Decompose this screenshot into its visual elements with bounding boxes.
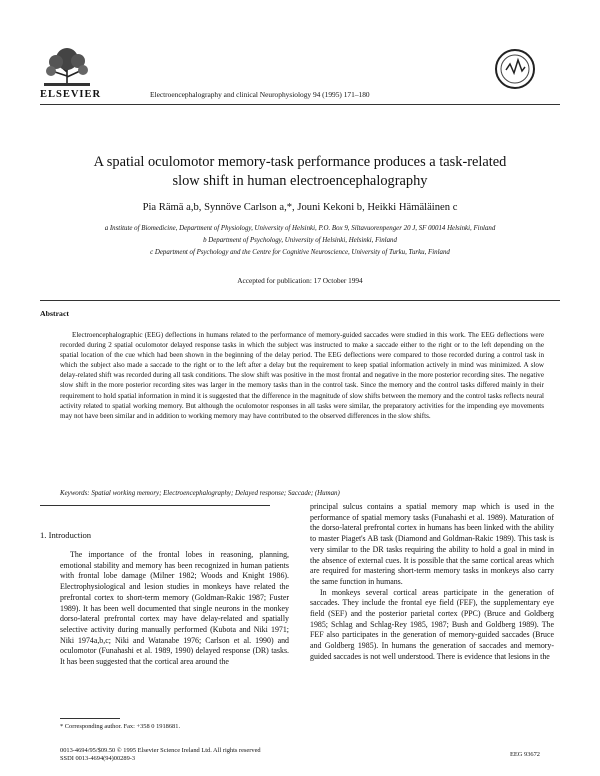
- journal-seal-icon: [494, 48, 536, 90]
- right-column-paragraph-2: In monkeys several cortical areas participate in the generation of saccades. They include the frontal eye field (FEF), the supplementary eye field (SEF) and the posterior parietal cortex (PPC) (Bruce and Goldberg 1985; Schlag and Schlag-Rey 1985, 1987; Bush and Goldberg 1989). The FEF also participates in the generation of memory-guided saccades (Bruce and Goldberg 1985). In humans the generation of saccades and memory-guided saccades is not well understood. There is evidence that lesions in the: [310, 587, 554, 661]
- elsevier-tree-logo: [38, 44, 96, 88]
- author-list: Pia Rämä a,b, Synnöve Carlson a,*, Jouni Kekoni b, Heikki Hämäläinen c: [142, 202, 458, 213]
- publisher-name: ELSEVIER: [40, 89, 102, 100]
- section-heading-introduction: 1. Introduction: [40, 530, 92, 540]
- left-column-text: The importance of the frontal lobes in reasoning, planning, emotional stability and memory has been recognized in human patients with frontal lobe damage (Milner 1982; Woods and Knight 1986). Electrophysiological and lesion studies in monkeys have related the prefrontal cortex to short-term memory (Goldman-Rakic 1987; Fuster 1989). It has been well documented that single neurons in the monkey dorso-lateral prefrontal cortex may have delay-related and spatially selective activity during manually performed (Kubota and Niki 1971; Niki 1974a,b,c; Niki and Watanabe 1976; Carlson et al. 1990) and oculomotor (Funahashi et al. 1989, 1990) delayed response (DR) tasks. It has been suggested that the cortical area around the: [60, 550, 289, 667]
- article-code: EEG 93672: [510, 751, 540, 758]
- affiliation-b: b Department of Psychology, University of Helsinki, Helsinki, Finland: [203, 237, 397, 244]
- issn-block: [60, 747, 261, 764]
- issn-line-1: 0013-4694/95/$09.50 © 1995 Elsevier Science Ireland Ltd. All rights reserved: [60, 747, 261, 754]
- footnote-rule: [60, 718, 120, 719]
- abstract-body: Electroencephalographic (EEG) deflections in humans related to the performance of memory-guided saccades were studied in this work. The EEG deflections were recorded during 2 spatial oculomotor delayed response tasks in which the subject was instructed to make a saccade either to the right or to the left depending on the spatial location of the cue which had been shown in the beginning of the delay period. The EEG deflections were compared to those recorded during a control task in which the subject also made a saccade to the right or to the left after a delay but the requirement to keep spatial information actively in mind was minimized. A slow delay-related shift was recorded during all task conditions. The slow shift was positive in the most frontal and negative in the more posterior recording sites. The negative slow shift in the more posterior recording sites was larger in the memory tasks than in the control task. Since the memory and the control tasks differed mainly in their requirement to hold spatial information in mind it is suggested that the difference in the magnitude of slow shifts between the memory and the control tasks reflects neural activity related to spatial working memory. But although the oculomotor responses in all tasks were similar, the preparatory activities for the impending eye movements may not have been similar and in addition to working memory may have contributed to the observed differences in the slow shifts.: [60, 331, 544, 420]
- right-column: [310, 502, 554, 663]
- header-rule: [40, 104, 560, 105]
- title-line-1: A spatial oculomotor memory-task performance produces a task-related: [93, 154, 507, 170]
- affiliation-c: c Department of Psychology and the Centre for Cognitive Neuroscience, University of Turku, Turku, Finland: [150, 249, 450, 256]
- abstract-top-rule: [40, 300, 560, 301]
- journal-citation: Electroencephalography and clinical Neurophysiology 94 (1995) 171–180: [150, 90, 370, 99]
- accepted-date: Accepted for publication: 17 October 1994: [237, 276, 363, 285]
- right-column-paragraph-1: principal sulcus contains a spatial memory map which is used in the performance of spatial memory tasks (Funahashi et al. 1989). Maturation of the dorso-lateral prefrontal cortex in humans has been linked with the ability to master Piaget's AB task (Diamond and Goldman-Rakic 1989). This task is very similar to the DR tasks requiring the ability to hold a goal in mind in the absence of external cues. It is possible that the same cortical areas which are required for mastering short-term memory tasks in monkeys also carry the same function in humans.: [310, 502, 554, 586]
- issn-line-2: SSDI 0013-4694(94)00289-3: [60, 755, 136, 763]
- abstract-heading: Abstract: [40, 309, 70, 318]
- keywords: Keywords: Spatial working memory; Electroencephalography; Delayed response; Saccade; (Human): [60, 490, 340, 497]
- article-title: [40, 153, 560, 191]
- corresponding-author-footnote: * Corresponding author. Fax: +358 0 1918681.: [60, 723, 181, 730]
- affiliation-a: a Institute of Biomedicine, Department of Physiology, University of Helsinki, P.O. Box 9, Siltavuorenpenger 20 J, SF 00014 Helsinki, Finland: [104, 225, 496, 232]
- abstract-bottom-rule: [40, 505, 270, 506]
- title-line-2: slow shift in human electroencephalography: [172, 173, 428, 189]
